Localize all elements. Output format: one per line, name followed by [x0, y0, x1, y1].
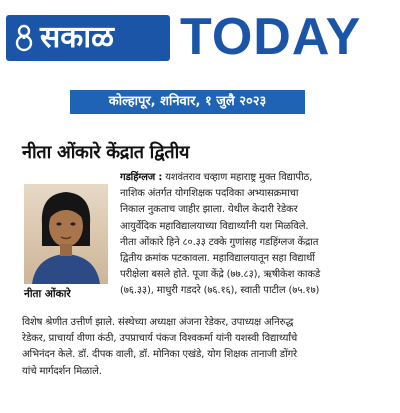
- body-line: द्वितीय क्रमांक पटकावला. महाविद्यालयातून सहा विद्यार्थी: [120, 252, 315, 264]
- brand-block: [6, 15, 170, 61]
- body-line: विशेष श्रेणीत उत्तीर्ण झाले. संस्थेच्या अध्यक्षा अंजना रेडेकर, उपाध्यक्ष अनिरुद्ध: [22, 317, 294, 328]
- body-line: नीता ओंकारे हिने ८०.३३ टक्के गुणांसह गडहिंग्लज केंद्रात: [120, 236, 319, 248]
- body-text-full: [22, 315, 382, 380]
- body-line: यांचे मार्गदर्शन मिळाले.: [22, 365, 102, 377]
- body-text-column: [120, 170, 382, 300]
- news-clipping: [22, 138, 380, 398]
- body-line: [120, 170, 382, 186]
- body-line: अभिनंदन केले. डॉ. दीपक वाली, डॉ. मोनिका एखंडे, योग शिक्षक तानाजी डोंगरे: [22, 349, 297, 361]
- body-line: आयुर्वेदिक महाविद्यालयाच्या विद्यार्थ्यांनी यश मिळविले.: [120, 220, 309, 232]
- masthead: [0, 0, 400, 68]
- brand-name: सकाळ: [40, 20, 114, 55]
- dateline-ribbon: कोल्हापूर, शनिवार, १ जुलै २०२३: [70, 90, 305, 114]
- body-line: रेडेकर, प्राचार्या वीणा कंठी, उपप्राचार्य पंकज विश्वकर्मा यांनी यशस्वी विद्यार्थ्यांचे: [22, 333, 298, 345]
- body-line: (७६.३३), माधुरी गडदरे (७६.१६), स्वाती पाटील (७५.१७): [120, 285, 320, 297]
- body-line-text: यशवंतराव चव्हाण महाराष्ट्र मुक्त विद्यापीठ,: [165, 172, 313, 183]
- body-line: नाशिक अंतर्गत योगशिक्षक पदविका अभ्यासक्रमाचा: [120, 188, 299, 200]
- body-line: निकाल नुकताच जाहीर झाला. येथील केदारी रेडेकर: [120, 204, 298, 216]
- headline: नीता ओंकारे केंद्रात द्वितीय: [22, 142, 190, 163]
- edition-name: TODAY: [180, 8, 362, 66]
- student-photo: [24, 184, 108, 284]
- dateline-lead: गडहिंग्लज :: [120, 172, 163, 183]
- body-line: परीक्षेला बसले होते. पूजा केंद्रे (७७.८३), ऋषीकेश काकडे: [120, 269, 321, 281]
- sakal-logo-icon: [12, 24, 36, 52]
- photo-caption: नीता ओंकारे: [24, 288, 71, 300]
